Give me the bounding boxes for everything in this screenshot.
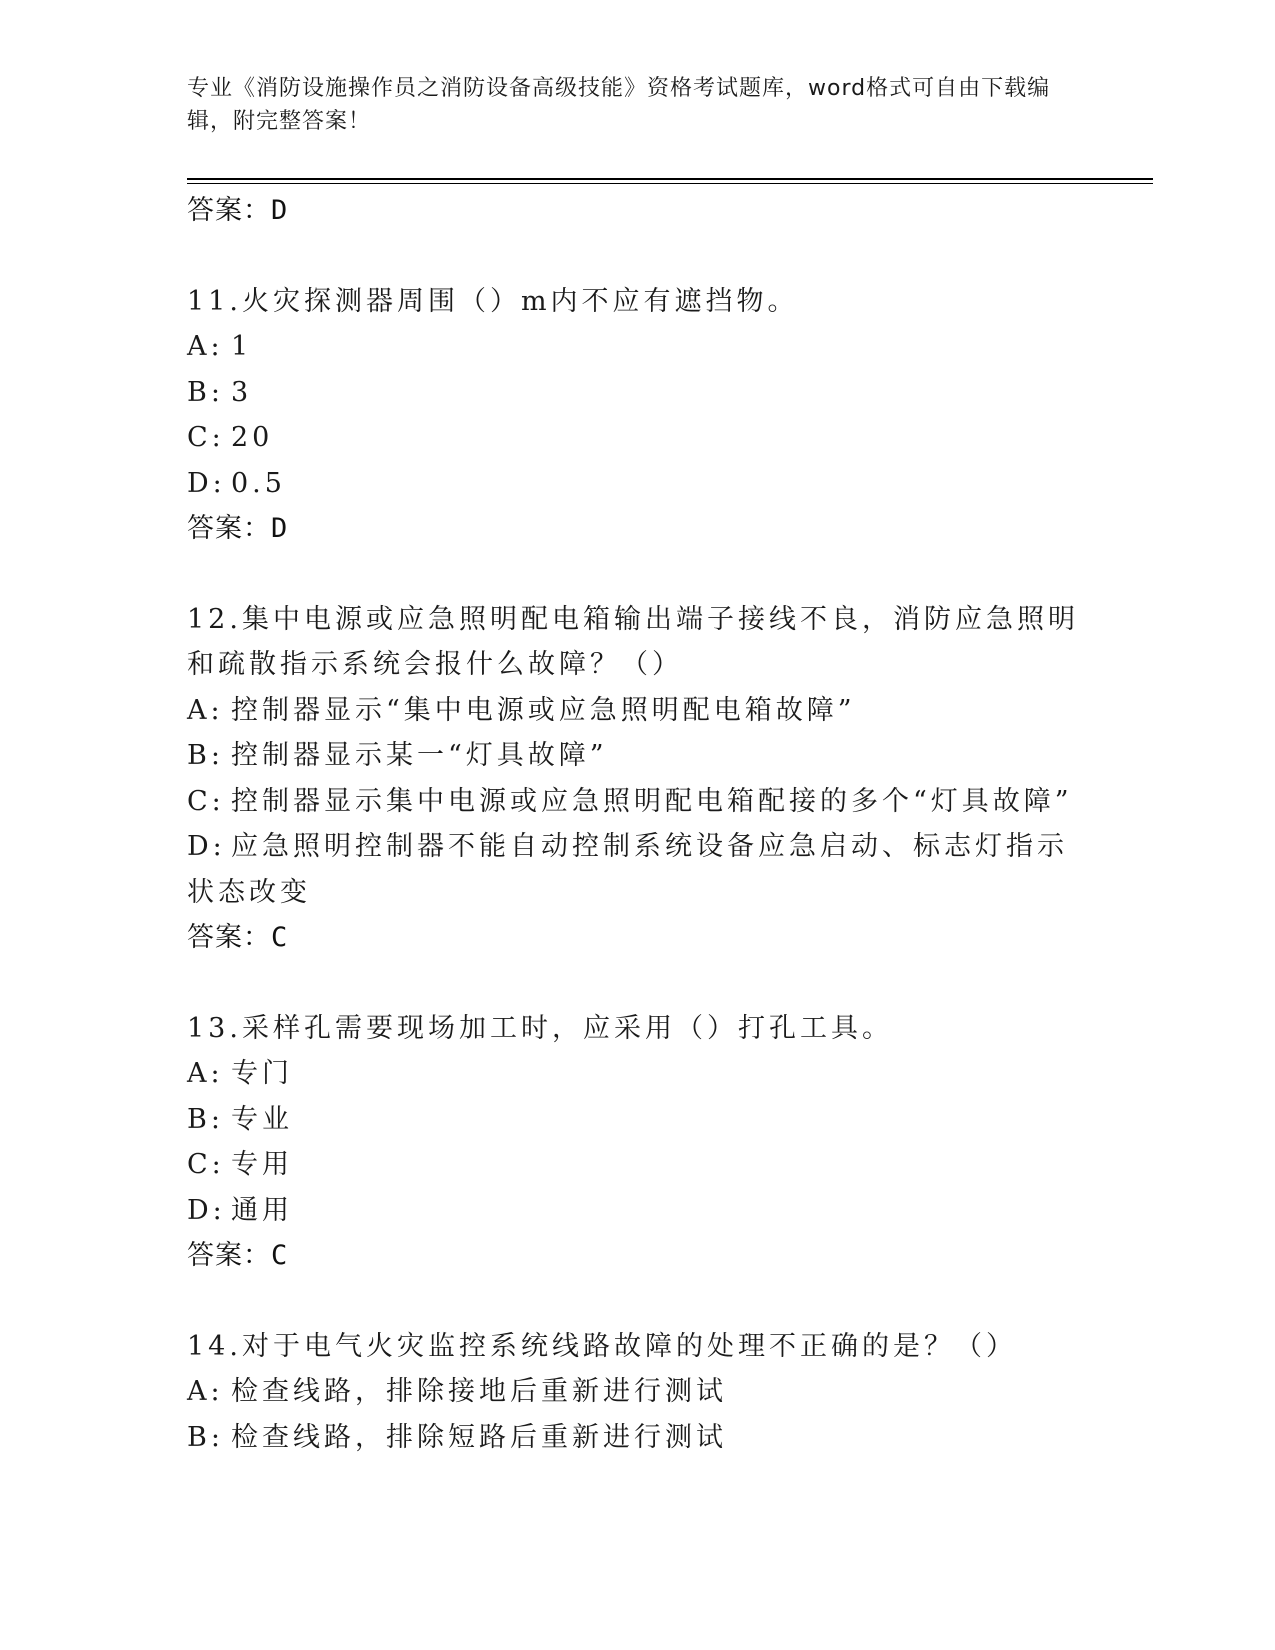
option-key: C: <box>187 785 225 817</box>
option-a <box>187 1051 1087 1097</box>
answer-value: C <box>271 1240 289 1271</box>
option-a <box>187 1369 1087 1415</box>
option-text: 检查线路，排除短路后重新进行测试 <box>231 1421 727 1453</box>
option-key: C: <box>187 1149 225 1180</box>
option-key: D: <box>187 1194 226 1226</box>
option-key: A: <box>187 331 224 362</box>
question-11 <box>187 279 1087 552</box>
option-text: 20 <box>231 422 274 453</box>
option-text: 控制器显示某一“灯具故障” <box>231 740 608 771</box>
question-stem: 12.集中电源或应急照明配电箱输出端子接线不良，消防应急照明和疏散指示系统会报什么故障？（） <box>187 603 1079 680</box>
answer-label: 答案： <box>187 513 271 544</box>
option-text: 检查线路，排除接地后重新进行测试 <box>231 1376 727 1407</box>
option-b <box>187 1097 1087 1143</box>
answer-label: 答案： <box>187 922 271 953</box>
option-key: A: <box>187 1058 224 1089</box>
option-text: 应急照明控制器不能自动控制系统设备应急启动、标志灯指示状态改变 <box>187 831 1068 908</box>
option-text: 控制器显示集中电源或应急照明配电箱配接的多个“灯具故障” <box>231 785 1073 817</box>
answer-line <box>187 915 1087 961</box>
option-key: B: <box>187 740 224 771</box>
option-text: 专门 <box>231 1058 293 1089</box>
header-note: 专业《消防设施操作员之消防设备高级技能》资格考试题库，word格式可自由下载编辑，附完整答案！ <box>187 76 1051 134</box>
question-stem: 13.采样孔需要现场加工时，应采用（）打孔工具。 <box>187 1012 893 1044</box>
answer-line <box>187 188 1087 234</box>
answer-value: C <box>271 922 289 953</box>
option-text: 专用 <box>231 1149 293 1180</box>
header-rule <box>187 178 1153 180</box>
option-key: D: <box>187 467 226 499</box>
answer-line <box>187 1233 1087 1279</box>
option-key: B: <box>187 1421 224 1453</box>
option-text: 专业 <box>231 1103 293 1135</box>
option-key: D: <box>187 831 226 862</box>
question-14 <box>187 1324 1087 1461</box>
option-key: B: <box>187 1103 224 1135</box>
option-a <box>187 688 1087 734</box>
option-text: 3 <box>231 376 253 408</box>
option-c <box>187 415 1087 461</box>
option-text: 通用 <box>231 1194 293 1226</box>
answer-value: D <box>271 513 289 544</box>
option-text: 控制器显示“集中电源或应急照明配电箱故障” <box>231 694 856 726</box>
option-key: A: <box>187 694 224 726</box>
option-key: B: <box>187 376 224 408</box>
answer-line <box>187 506 1087 552</box>
answer-label: 答案： <box>187 195 271 226</box>
option-text: 1 <box>231 331 253 362</box>
option-key: A: <box>187 1376 224 1407</box>
option-c <box>187 779 1087 825</box>
option-text: 0.5 <box>231 467 286 499</box>
question-stem: 14.对于电气火灾监控系统线路故障的处理不正确的是？（） <box>187 1330 1017 1362</box>
answer-value: D <box>271 195 289 226</box>
question-12 <box>187 597 1087 961</box>
option-d <box>187 824 1087 915</box>
question-content <box>187 188 1087 1460</box>
option-d <box>187 461 1087 507</box>
answer-label: 答案： <box>187 1240 271 1271</box>
option-c <box>187 1142 1087 1188</box>
option-b <box>187 1415 1087 1461</box>
option-key: C: <box>187 422 225 453</box>
option-b <box>187 733 1087 779</box>
option-a <box>187 324 1087 370</box>
question-13 <box>187 1006 1087 1279</box>
option-d <box>187 1188 1087 1234</box>
question-stem: 11.火灾探测器周围（）m内不应有遮挡物。 <box>187 285 799 317</box>
header-rule-secondary <box>187 183 1153 184</box>
option-b <box>187 370 1087 416</box>
